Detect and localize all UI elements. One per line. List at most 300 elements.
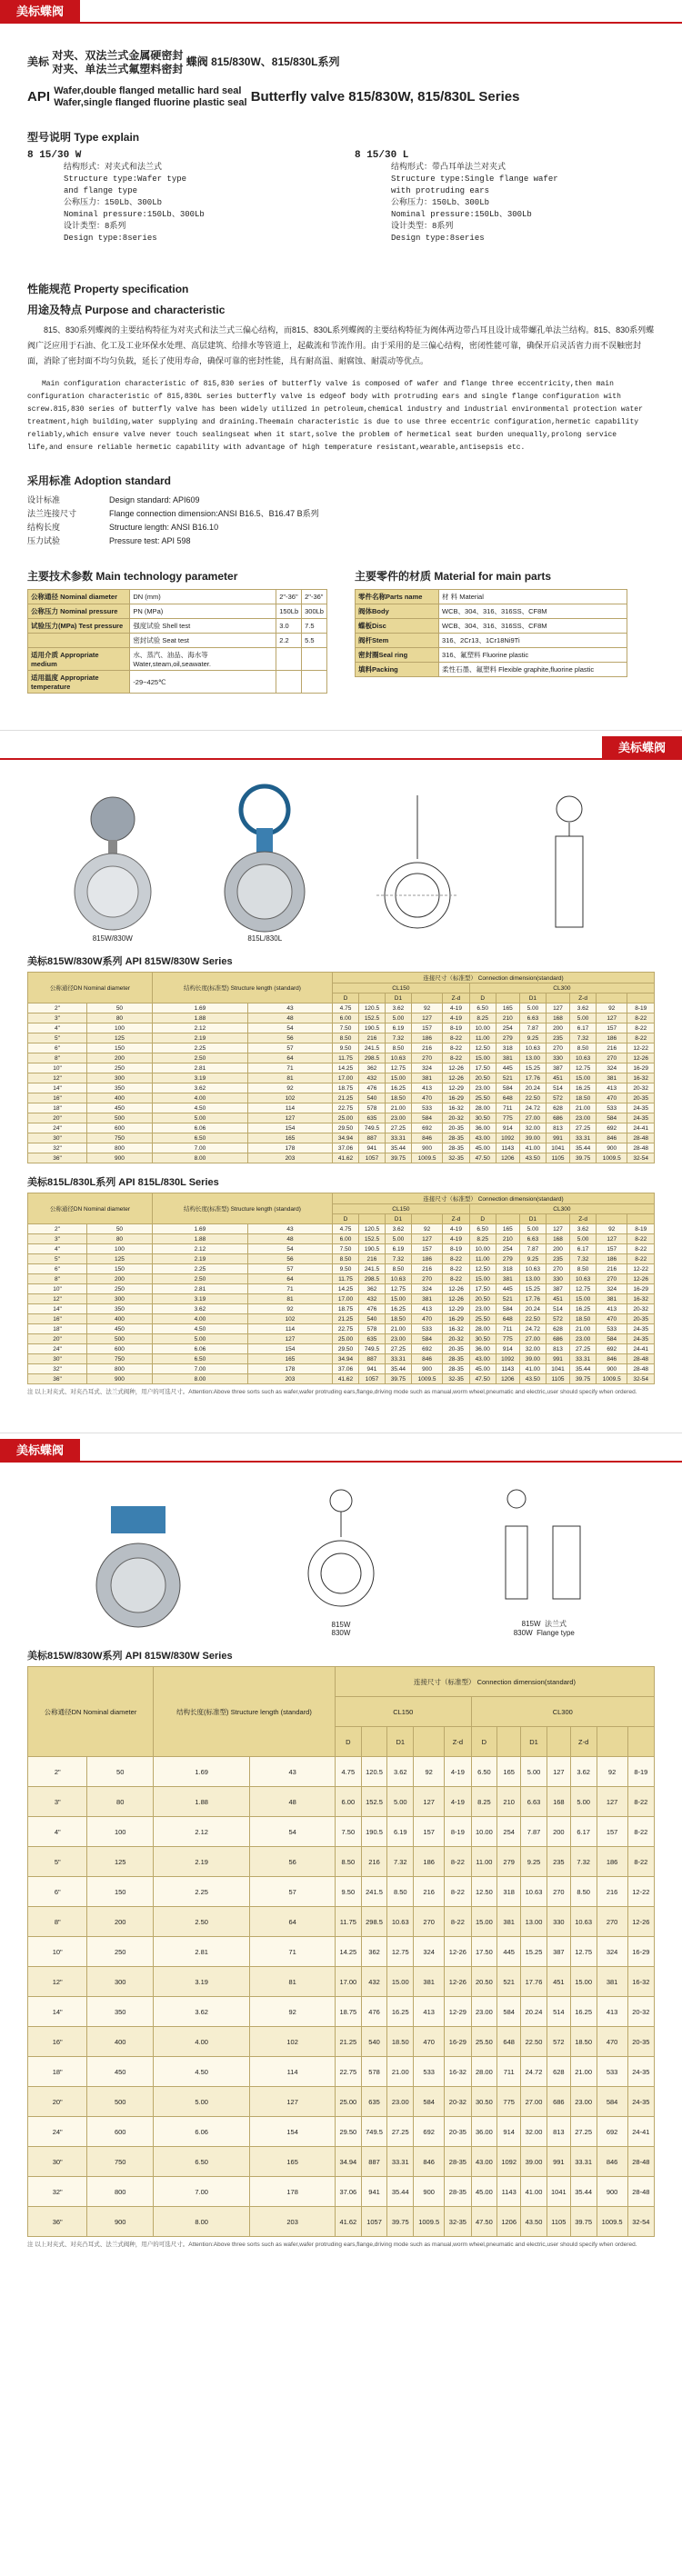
table-cell: 8.50 [570,1043,597,1053]
spec-row [28,590,327,604]
table-cell: 1041 [546,1143,569,1153]
table-note: 注 以上对夹式、对夹凸耳式、法兰式阀种，用户的可选尺寸。Attention:Above three sorts such as wafer,wafer protruding ears,flange,driving mode such as manual,worm wheel,pneumatic and electric,user should specify when ordered. [27,1389,637,1395]
table-cell: 846 [597,2147,627,2177]
type-explain [0,150,682,245]
table-cell: 941 [358,1364,385,1374]
table-cell: 39.00 [519,1354,546,1364]
table-cell: 1206 [496,1374,519,1384]
table-cell: 432 [358,1294,385,1304]
table-cell: 6.19 [387,1817,414,1847]
table-cell: 1.88 [153,1787,249,1817]
table-cell: 16" [28,2027,87,2057]
table-cell: 270 [597,1907,627,1937]
table-cell: 30.50 [469,1113,496,1123]
table-cell: 241.5 [358,1043,385,1053]
table-cell: 6" [28,1043,87,1053]
table-cell: 28-48 [627,2177,654,2207]
header-length: 结构长度(标准型) Structure length (standard) [152,1193,332,1224]
table-cell: 43 [247,1003,332,1013]
table-cell: 6.17 [570,1023,597,1033]
table-row [28,1284,655,1294]
table-cell: 4.50 [152,1324,247,1334]
table-cell: 628 [547,2057,570,2087]
table-cell: 432 [358,1073,385,1083]
table-cell: 8-22 [627,1023,655,1033]
table-cell: 11.75 [333,1053,359,1063]
table-cell: 413 [411,1083,442,1093]
header-cell [627,1214,655,1224]
table-cell: 1009.5 [597,2207,627,2237]
table-cell: 24-35 [627,1324,655,1334]
table-cell: 27.00 [519,1334,546,1344]
table-cell: 900 [411,1143,442,1153]
table-cell: 9.50 [333,1264,359,1274]
table-cell: 600 [87,2117,153,2147]
table-cell: 10.63 [519,1264,546,1274]
table-cell: 10.63 [570,1907,597,1937]
table-cell: 4-19 [443,1003,469,1013]
table-cell: 692 [597,2117,627,2147]
materials-table [355,589,627,677]
title-cn-prefix: 美标 [27,55,50,69]
table-cell: 749.5 [358,1123,385,1133]
table-cell: 20" [28,2087,87,2117]
figure-815l [215,778,315,943]
table-cell: 18" [28,1324,87,1334]
section-tables [0,730,682,1396]
table-cell: 39.75 [387,2207,414,2237]
table-cell: 186 [597,1033,627,1043]
header-cell: Z-d [570,1727,597,1757]
table-cell: 23.00 [570,2087,597,2117]
model-code-l: 8 15/30 L [355,150,409,161]
table-cell: 20.50 [469,1294,496,1304]
table-cell: 2.19 [153,1847,249,1877]
table-cell: 18.50 [385,1093,411,1103]
figure-3b-label: 830W [331,1629,351,1637]
table-cell: 846 [411,1133,442,1143]
table-cell: 800 [87,1364,153,1374]
title-cn-line1: 对夹、双法兰式金属硬密封 [52,49,184,62]
table-cell: 8" [28,1274,87,1284]
figure-drawing-side [519,786,619,943]
table-cell: 533 [414,2057,445,2087]
table-cell: 991 [547,2147,570,2177]
table-cell: 11.00 [469,1254,496,1264]
model-desc-line: Design type:8series [64,234,157,243]
adoption-key: 法兰连接尺寸 [27,509,77,518]
table-row [28,1224,655,1234]
table-cell: 4-19 [443,1234,469,1244]
table-cell: 941 [358,1143,385,1153]
table-cell: 30" [28,1133,87,1143]
table-cell: 16-32 [627,1294,655,1304]
table-cell: 476 [361,1997,387,2027]
spec-cell: 材 料 Material [439,590,627,604]
header-dn: 公称通径DN Nominal diameter [28,973,153,1003]
table-row [28,1123,655,1133]
table-cell: 381 [414,1967,445,1997]
table-cell: 4.50 [152,1103,247,1113]
table-cell: 900 [87,1153,153,1163]
table-w-large-title: 美标815W/830W系列 API 815W/830W Series [27,1651,233,1662]
table-cell: 254 [497,1817,521,1847]
table-cell: 362 [361,1937,387,1967]
table-cell: 8.50 [387,1877,414,1907]
table-cell: 3.62 [385,1224,411,1234]
table-cell: 32.00 [521,2117,547,2147]
title-cn-model: 815/830W、815/830L系列 [211,55,340,69]
table-cell: 57 [247,1043,332,1053]
spec-row [356,663,627,677]
table-cell: 16-29 [627,1284,655,1294]
table-cell: 10.00 [469,1244,496,1254]
table-cell: 3" [28,1787,87,1817]
table-cell: 10.00 [471,1817,497,1847]
table-cell: 8-22 [443,1254,469,1264]
table-cell: 216 [358,1033,385,1043]
header-connection: 连接尺寸（标准型） Connection dimension(standard) [333,1193,655,1204]
table-cell: 8.25 [469,1013,496,1023]
table-cell: 18" [28,1103,87,1113]
table-cell: 1105 [547,2207,570,2237]
table-cell: 1057 [361,2207,387,2237]
table-cell: 64 [250,1907,336,1937]
figure-4d-label: Flange type [537,1629,575,1637]
table-note-2: 注 以上对夹式、对夹凸耳式、法兰式阀种，用户的可选尺寸。Attention:Above three sorts such as wafer,wafer protruding ears,flange,driving mode such as manual,worm wheel,pneumatic and electric,user should specify when ordered. [27,2242,637,2248]
spec-cell: 柔性石墨、氟塑料 Flexible graphite,fluorine plastic [439,663,627,677]
table-cell: 20.50 [469,1073,496,1083]
table-cell: 1.69 [152,1003,247,1013]
table-cell: 12-26 [627,1053,655,1063]
table-cell: 300 [87,1073,153,1083]
table-cell: 32" [28,1364,87,1374]
table-cell: 20-32 [443,1113,469,1123]
table-row [28,1254,655,1264]
table-cell: 270 [414,1907,445,1937]
table-cell: 250 [87,1284,153,1294]
spec-row [356,648,627,663]
table-cell: 48 [247,1013,332,1023]
table-cell: 81 [247,1294,332,1304]
adoption-row [27,521,682,534]
header-length: 结构长度(标准型) Structure length (standard) [153,1667,335,1757]
header-cell [597,993,627,1003]
table-cell: 1143 [497,2177,521,2207]
table-cell: 846 [597,1354,627,1364]
figure-815l-label: 815L/830L [247,934,283,943]
butterfly-valve-lug-icon [215,778,315,933]
table-cell: 16-29 [443,1314,469,1324]
table-cell: 1092 [496,1354,519,1364]
table-cell: 12-26 [443,1284,469,1294]
table-cell: 1009.5 [597,1374,627,1384]
table-cell: 178 [250,2177,336,2207]
model-desc-line: Structure type:Wafer type [64,175,187,184]
table-cell: 11.00 [471,1847,497,1877]
table-cell: 16.25 [570,1083,597,1093]
table-cell: 600 [87,1123,153,1133]
table-row [28,1013,655,1023]
table-cell: 584 [597,1113,627,1123]
spec-cell: 密封圈Seal ring [356,648,439,663]
table-cell: 900 [597,2177,627,2207]
table-cell: 152.5 [361,1787,387,1817]
header-cell [411,993,442,1003]
table-cell: 750 [87,1133,153,1143]
table-cell: 92 [597,1224,627,1234]
table-cell: 692 [597,1344,627,1354]
header-cell: D [469,993,496,1003]
header-class-150: CL150 [333,1204,470,1214]
product-title [0,24,682,109]
table-cell: 12.75 [385,1063,411,1073]
header-cell [546,993,569,1003]
table-cell: 43.00 [469,1133,496,1143]
table-cell: 12-29 [445,1997,471,2027]
table-cell: 35.44 [385,1143,411,1153]
table-row [28,1053,655,1063]
table-cell: 12.75 [570,1937,597,1967]
table-cell: 3.62 [385,1003,411,1013]
table-cell: 584 [414,2087,445,2117]
table-cell: 8.50 [333,1254,359,1264]
table-cell: 41.00 [521,2177,547,2207]
table-cell: 254 [496,1023,519,1033]
table-cell: 33.31 [570,1354,597,1364]
table-cell: 56 [250,1847,336,1877]
table-cell: 23.00 [469,1083,496,1093]
table-cell: 381 [496,1053,519,1063]
spec-cell: 150Lb [276,604,302,619]
table-cell: 71 [247,1284,332,1294]
table-cell: 8-19 [443,1244,469,1254]
table-cell: 470 [597,1093,627,1103]
table-cell: 127 [250,2087,336,2117]
table-cell: 16-32 [627,1073,655,1083]
table-cell: 800 [87,2177,153,2207]
table-cell: 2" [28,1757,87,1787]
table-cell: 190.5 [361,1817,387,1847]
figure-815w [63,778,163,943]
table-cell: 15.25 [519,1063,546,1073]
table-cell: 27.00 [519,1113,546,1123]
table-cell: 500 [87,2087,153,2117]
table-cell: 27.25 [387,2117,414,2147]
table-cell: 216 [597,1264,627,1274]
table-cell: 54 [247,1023,332,1033]
table-row [28,1304,655,1314]
table-cell: 12.75 [385,1284,411,1294]
table-cell: 887 [358,1354,385,1364]
table-cell: 20-35 [443,1123,469,1133]
figure-3a-label: 815W [331,1621,351,1629]
spec-cell: 3.0 [276,619,302,634]
table-cell: 1009.5 [414,2207,445,2237]
table-cell: 400 [87,2027,153,2057]
table-cell: 324 [411,1063,442,1073]
spec-cell: 阀杆Stem [356,634,439,648]
table-cell: 887 [361,2147,387,2177]
table-cell: 81 [250,1967,336,1997]
spec-cell: 密封试验 Seat test [130,634,276,648]
table-cell: 749.5 [358,1344,385,1354]
adoption-row [27,507,682,521]
spec-cell: 5.5 [302,634,327,648]
table-cell: 692 [414,2117,445,2147]
table-cell: 318 [496,1043,519,1053]
table-cell: 22.75 [333,1103,359,1113]
table-cell: 514 [546,1083,569,1093]
table-cell: 2.12 [153,1817,249,1847]
table-cell: 12-22 [627,1264,655,1274]
table-cell: 43.00 [469,1354,496,1364]
model-desc-line: 结构形式：对夹式和法兰式 [64,163,163,172]
table-cell: 750 [87,1354,153,1364]
adoption-value: Flange connection dimension:ANSI B16.5、B16.47 B系列 [109,509,319,518]
table-cell: 168 [546,1013,569,1023]
table-cell: 28-48 [627,1133,655,1143]
table-cell: 36.00 [471,2117,497,2147]
table-cell: 203 [247,1153,332,1163]
table-cell: 8-22 [627,1817,654,1847]
table-cell: 20-35 [627,1314,655,1324]
table-cell: 41.62 [333,1153,359,1163]
table-cell: 24" [28,1344,87,1354]
table-cell: 165 [497,1757,521,1787]
title-en-line1: Wafer,double flanged metallic hard seal [54,85,242,96]
materials-heading: 主要零件的材质 Material for main parts [355,570,552,583]
table-cell: 2.12 [152,1023,247,1033]
spec-cell: 零件名称Parts name [356,590,439,604]
table-cell: 775 [496,1113,519,1123]
table-cell: 4.75 [333,1224,359,1234]
table-cell: 1009.5 [597,1153,627,1163]
table-cell: 21.00 [385,1324,411,1334]
table-cell: 210 [496,1234,519,1244]
table-cell: 6.19 [385,1023,411,1033]
table-cell: 8" [28,1053,87,1063]
table-cell: 7.00 [152,1364,247,1374]
table-cell: 451 [546,1073,569,1083]
table-cell: 7.87 [519,1244,546,1254]
table-cell: 324 [411,1284,442,1294]
spec-cell: 蝶板Disc [356,619,439,634]
table-cell: 12-26 [443,1294,469,1304]
table-cell: 8.25 [471,1787,497,1817]
table-row [28,1847,655,1877]
table-cell: 20" [28,1113,87,1123]
table-cell: 178 [247,1143,332,1153]
table-row [28,2147,655,2177]
table-cell: 32-54 [627,1153,655,1163]
table-cell: 10" [28,1937,87,1967]
table-cell: 203 [250,2207,336,2237]
table-cell: 7.50 [335,1817,361,1847]
figure-drawing-front [367,786,467,943]
table-cell: 12-26 [627,1907,654,1937]
table-cell: 12-26 [443,1063,469,1073]
spec-cell: 公称压力 Nominal pressure [28,604,130,619]
table-cell: 12.50 [471,1877,497,1907]
table-cell: 127 [546,1003,569,1013]
header-connection: 连接尺寸（标准型） Connection dimension(standard) [335,1667,654,1697]
table-cell: 17.76 [519,1073,546,1083]
model-desc-line: Nominal pressure:150Lb、300Lb [64,210,205,219]
table-cell: 150 [87,1043,153,1053]
table-cell: 39.00 [521,2147,547,2177]
table-cell: 20-35 [627,2027,654,2057]
header-cell: D1 [387,1727,414,1757]
table-cell: 279 [496,1033,519,1043]
table-cell: 24" [28,1123,87,1133]
table-cell: 18.50 [387,2027,414,2057]
table-row [28,1314,655,1324]
table-cell: 33.31 [387,2147,414,2177]
table-cell: 330 [546,1053,569,1063]
table-cell: 50 [87,1224,153,1234]
table-row [28,1324,655,1334]
table-row [28,1374,655,1384]
table-cell: 150 [87,1877,153,1907]
table-cell: 114 [247,1324,332,1334]
spec-cell: WCB、304、316、316SS、CF8M [439,619,627,634]
table-cell: 1206 [497,2207,521,2237]
table-cell: 450 [87,2057,153,2087]
table-cell: 23.00 [570,1113,597,1123]
header-dn: 公称通径DN Nominal diameter [28,1667,154,1757]
table-cell: 572 [547,2027,570,2057]
table-row [28,1967,655,1997]
table-cell: 750 [87,2147,153,2177]
table-cell: 692 [411,1344,442,1354]
table-cell: 12.75 [387,1937,414,1967]
table-cell: 200 [546,1244,569,1254]
table-cell: 39.75 [570,1153,597,1163]
table-cell: 14.25 [333,1284,359,1294]
table-cell: 92 [247,1304,332,1314]
table-cell: 1009.5 [411,1374,442,1384]
table-cell: 28-35 [443,1143,469,1153]
table-cell: 270 [546,1043,569,1053]
header-cell [414,1727,445,1757]
figure-4c-label: 法兰式 [544,1620,567,1628]
table-cell: 127 [546,1224,569,1234]
table-cell: 92 [250,1997,336,2027]
table-cell: 152.5 [358,1013,385,1023]
table-cell: 8-22 [443,1274,469,1284]
table-cell: 387 [546,1284,569,1294]
table-cell: 250 [87,1063,153,1073]
title-en-model: 815/830W, 815/830L Series [348,88,520,105]
table-cell: 1092 [497,2147,521,2177]
table-row [28,2117,655,2147]
table-cell: 533 [597,1324,627,1334]
model-desc-w [27,162,282,245]
title-cn-suffix: 蝶阀 [186,55,208,69]
table-cell: 56 [247,1254,332,1264]
header-connection: 连接尺寸（标准型） Connection dimension(standard) [333,973,655,983]
table-l-title: 美标815L/830L系列 API 815L/830L Series [27,1177,219,1188]
table-cell: 23.00 [471,1997,497,2027]
table-cell: 470 [597,2027,627,2057]
table-cell: 941 [361,2177,387,2207]
table-row [28,1757,655,1787]
table-cell: 775 [497,2087,521,2117]
table-row [28,1003,655,1013]
table-cell: 21.00 [570,1103,597,1113]
table-cell: 4.00 [153,2027,249,2057]
